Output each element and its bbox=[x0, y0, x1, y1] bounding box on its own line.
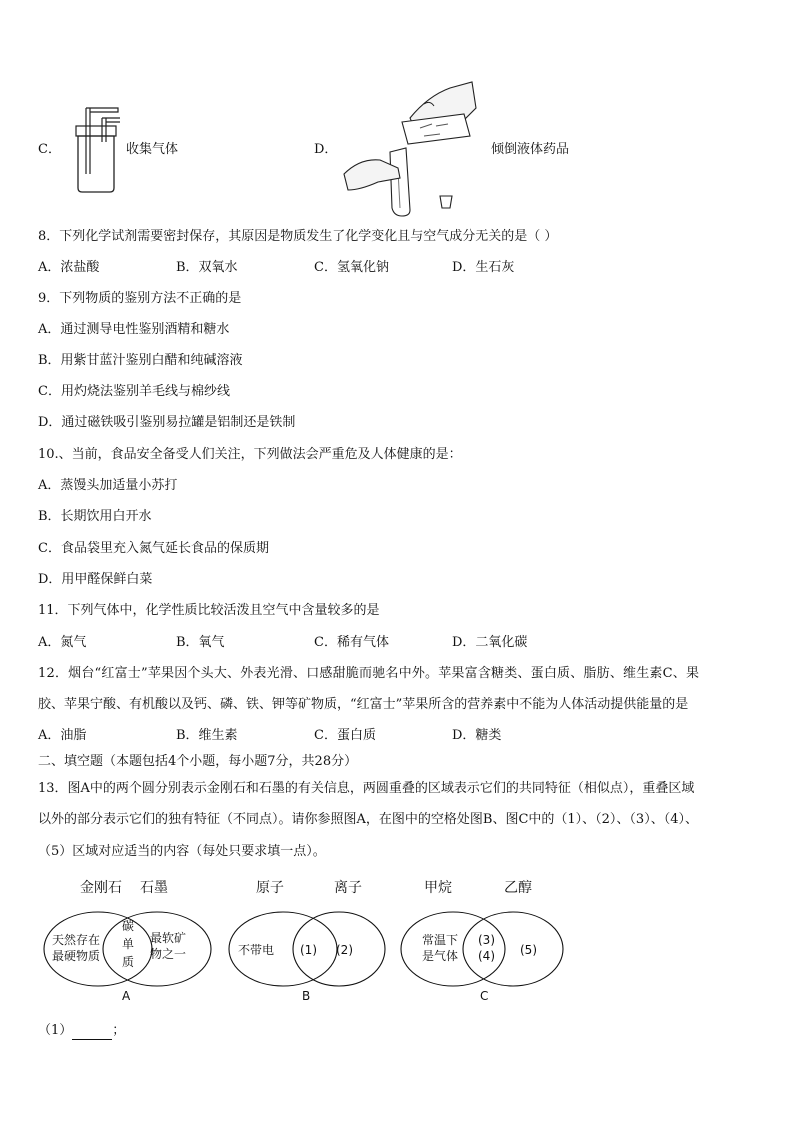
venn-b bbox=[229, 880, 385, 1003]
venn-b-right-text: (2) bbox=[336, 943, 353, 957]
question-12-stem-line1: 12．烟台“红富士”苹果因个头大、外表光滑、口感甜脆而驰名中外。苹果富含糖类、蛋白质、脂肪、维生素C、果 bbox=[38, 666, 700, 681]
q10-option-a: A．蒸馒头加适量小苏打 bbox=[38, 478, 178, 493]
question-11-stem: 11．下列气体中，化学性质比较活泼且空气中含量较多的是 bbox=[38, 603, 380, 618]
venn-c-center-text-2: (4) bbox=[478, 949, 495, 963]
venn-a-label: A bbox=[122, 989, 131, 1003]
answer-1-prefix: （1） bbox=[38, 1023, 73, 1038]
question-12-stem-line2: 胶、苹果宁酸、有机酸以及钙、磷、铁、钾等矿物质，“红富士”苹果所含的营养素中不能为人体活动提供能量的是 bbox=[38, 697, 689, 712]
q9-option-c: C．用灼烧法鉴别羊毛线与棉纱线 bbox=[38, 384, 230, 399]
venn-b-left-title: 原子 bbox=[256, 880, 284, 896]
q10-option-c: C．食品袋里充入氮气延长食品的保质期 bbox=[38, 541, 269, 556]
venn-b-center-text: (1) bbox=[300, 943, 317, 957]
q8-option-d: D．生石灰 bbox=[452, 260, 515, 275]
q11-option-b: B．氧气 bbox=[176, 635, 225, 650]
q10-option-d: D．用甲醛保鲜白菜 bbox=[38, 572, 153, 587]
venn-a-left-text-1: 天然存在 bbox=[52, 933, 101, 947]
venn-a-left-text-2: 最硬物质 bbox=[52, 949, 101, 963]
option-d-letter: D． bbox=[314, 142, 338, 157]
venn-a-right-text-2: 物之一 bbox=[150, 947, 187, 961]
q8-option-b: B．双氧水 bbox=[176, 260, 238, 275]
answer-1-blank[interactable] bbox=[72, 1025, 112, 1040]
question-13-line3: （5）区域对应适当的内容（每处只要求填一点）。 bbox=[38, 844, 326, 859]
venn-b-label: B bbox=[302, 989, 311, 1003]
venn-c-left-text-1: 常温下 bbox=[422, 933, 459, 947]
venn-a-right-title: 石墨 bbox=[140, 880, 168, 896]
venn-a-center-text-1: 碳 bbox=[122, 919, 135, 933]
q12-option-a: A．油脂 bbox=[38, 728, 87, 743]
question-10-stem: 10.、当前，食品安全备受人们关注，下列做法会严重危及人体健康的是： bbox=[38, 447, 462, 462]
venn-c bbox=[401, 880, 563, 1003]
answer-line-1 bbox=[38, 1022, 125, 1040]
section-2-heading: 二、填空题（本题包括4个小题，每小题7分，共28分） bbox=[38, 754, 358, 769]
venn-a bbox=[44, 879, 211, 1003]
venn-a-center-text-2: 单 bbox=[122, 937, 135, 951]
venn-a-left-title: 金刚石 bbox=[80, 880, 122, 896]
q8-option-a: A．浓盐酸 bbox=[38, 260, 100, 275]
option-c-caption: 收集气体 bbox=[126, 142, 179, 157]
venn-c-right-title: 乙醇 bbox=[504, 880, 532, 896]
question-8-stem: 8．下列化学试剂需要密封保存，其原因是物质发生了化学变化且与空气成分无关的是（ ） bbox=[38, 229, 558, 244]
option-c-letter: C． bbox=[38, 142, 61, 157]
q11-option-c: C．稀有气体 bbox=[314, 635, 389, 650]
q12-option-b: B．维生素 bbox=[176, 728, 238, 743]
question-13-line1: 13．图A中的两个圆分别表示金刚石和石墨的有关信息，两圆重叠的区域表示它们的共同特征（相似点），重叠区域 bbox=[38, 781, 695, 796]
venn-c-right-text: (5) bbox=[520, 943, 537, 957]
question-9-stem: 9．下列物质的鉴别方法不正确的是 bbox=[38, 291, 242, 306]
q11-option-d: D．二氧化碳 bbox=[452, 635, 528, 650]
venn-a-right-text-1: 最软矿 bbox=[150, 931, 187, 945]
q9-option-a: A．通过测导电性鉴别酒精和糖水 bbox=[38, 322, 230, 337]
venn-c-left-text-2: 是气体 bbox=[422, 949, 459, 963]
q9-option-d: D．通过磁铁吸引鉴别易拉罐是铝制还是铁制 bbox=[38, 415, 296, 430]
question-13-line2: 以外的部分表示它们的独有特征（不同点）。请你参照图A，在图中的空格处图B、图C中的（1）、（2）、（3）、（4）、 bbox=[38, 812, 698, 827]
venn-c-center-text-1: (3) bbox=[478, 933, 495, 947]
venn-b-left-text: 不带电 bbox=[238, 943, 275, 957]
venn-c-left-title: 甲烷 bbox=[424, 880, 452, 896]
answer-1-suffix: ； bbox=[112, 1023, 126, 1038]
q12-option-d: D．糖类 bbox=[452, 728, 502, 743]
venn-c-label: C bbox=[480, 989, 489, 1003]
gas-collection-bottle-diagram bbox=[66, 104, 126, 196]
q9-option-b: B．用紫甘蓝汁鉴别白醋和纯碱溶液 bbox=[38, 353, 243, 368]
pouring-liquid-diagram bbox=[340, 78, 488, 218]
q12-option-c: C．蛋白质 bbox=[314, 728, 376, 743]
venn-a-center-text-3: 质 bbox=[122, 955, 135, 969]
q11-option-a: A．氮气 bbox=[38, 635, 87, 650]
q10-option-b: B．长期饮用白开水 bbox=[38, 509, 152, 524]
q8-option-c: C．氢氧化钠 bbox=[314, 260, 389, 275]
option-d-caption: 倾倒液体药品 bbox=[491, 142, 570, 157]
venn-b-right-title: 离子 bbox=[334, 880, 362, 896]
venn-diagrams bbox=[38, 870, 578, 1010]
